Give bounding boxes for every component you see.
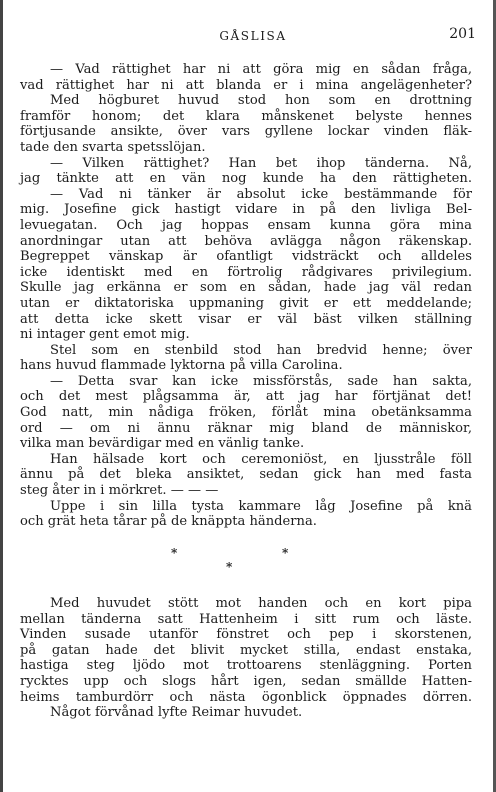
text-line: ni intager gent emot mig. bbox=[20, 327, 190, 343]
text-line: Något förvånad lyfte Reimar huvudet. bbox=[50, 705, 303, 721]
page-number: 201 bbox=[449, 26, 476, 42]
text-line: Uppe i sin lilla tysta kammare låg Josefine på knä bbox=[50, 498, 472, 514]
text-line: Vinden susade utanför fönstret och pep i skorstenen, bbox=[20, 627, 472, 643]
text-line: — Vad rättighet har ni att göra mig en sådan fråga, bbox=[50, 62, 472, 77]
text-line: Stel som en stenbild stod han bredvid henne; över bbox=[50, 342, 472, 358]
text-line: rycktes upp och slogs hårt igen, sedan smällde Hatten- bbox=[20, 673, 472, 689]
text-line: förtjusande ansikte, över vars gyllene lockar vinden fläk- bbox=[20, 124, 472, 140]
text-line: och grät heta tårar på de knäppta händerna. bbox=[20, 514, 317, 530]
text-block-main bbox=[20, 62, 472, 530]
text-line: levuegatan. Och jag hoppas ensam kunna göra mina bbox=[20, 217, 472, 233]
text-line: mig. Josefine gick hastigt vidare in på den livliga Bel- bbox=[20, 202, 472, 218]
asterism-star: * bbox=[282, 546, 289, 560]
text-line: — Detta svar kan icke missförstås, sade han sakta, bbox=[50, 373, 472, 389]
page-header bbox=[30, 26, 476, 48]
text-line: vad rättighet har ni att blanda er i mina angelägenheter? bbox=[20, 77, 472, 93]
asterism-star: * bbox=[171, 546, 178, 560]
text-line: att detta icke skett visar er väl bäst vilken ställning bbox=[20, 311, 472, 327]
text-line: och det mest plågsamma är, att jag har förtjänat det! bbox=[20, 389, 472, 405]
text-line: vilka man bevärdigar med en vänlig tanke. bbox=[20, 436, 305, 452]
text-line: framför honom; det klara månskenet belyste hennes bbox=[20, 108, 472, 124]
text-block-second-section bbox=[20, 596, 472, 721]
text-line: på gatan hade det blivit mycket stilla, endast enstaka, bbox=[20, 642, 472, 658]
text-line: jag tänkte att en vän nog kunde ha den rättigheten. bbox=[20, 171, 472, 187]
text-line: mellan tänderna satt Hattenheim i sitt rum och läste. bbox=[20, 611, 472, 627]
text-line: ännu på det bleka ansiktet, sedan gick han med fasta bbox=[20, 467, 472, 483]
text-line: ord — om ni ännu räknar mig bland de människor, bbox=[20, 420, 472, 436]
text-line: — Vilken rättighet? Han bet ihop tänderna. Nå, bbox=[50, 155, 472, 171]
text-line: Med högburet huvud stod hon som en drottning bbox=[50, 93, 472, 109]
text-line: heims tamburdörr och nästa ögonblick öppnades dörren. bbox=[20, 689, 472, 705]
text-line: hans huvud flammade lyktorna på villa Carolina. bbox=[20, 358, 343, 374]
text-line: tade den svarta spetsslöjan. bbox=[20, 139, 206, 155]
text-line: Skulle jag erkänna er som en sådan, hade jag väl redan bbox=[20, 280, 472, 296]
text-line: icke identiskt med en förtrolig rådgivares privilegium. bbox=[20, 264, 472, 280]
text-line: Med huvudet stött mot handen och en kort pipa bbox=[50, 596, 472, 611]
text-line: anordningar utan att behöva avlägga någon räkenskap. bbox=[20, 233, 472, 249]
text-line: Han hälsade kort och ceremoniöst, en ljusstråle föll bbox=[50, 451, 472, 467]
text-line: — Vad ni tänker är absolut icke bestämmande för bbox=[50, 186, 472, 202]
text-line: utan er diktatoriska uppmaning givit er ett meddelande; bbox=[20, 295, 472, 311]
running-head: GÅSLISA bbox=[219, 29, 287, 43]
text-line: God natt, min nådiga fröken, förlåt mina obetänksamma bbox=[20, 405, 472, 421]
page-edge-left bbox=[0, 0, 3, 792]
text-line: Begreppet vänskap är ofantligt vidsträckt och alldeles bbox=[20, 249, 472, 265]
text-line: hastiga steg ljödo mot trottoarens stenläggning. Porten bbox=[20, 658, 472, 674]
asterism-star: * bbox=[226, 560, 233, 574]
text-line: steg åter in i mörkret. — — — bbox=[20, 483, 219, 499]
section-break-asterism bbox=[0, 546, 496, 576]
